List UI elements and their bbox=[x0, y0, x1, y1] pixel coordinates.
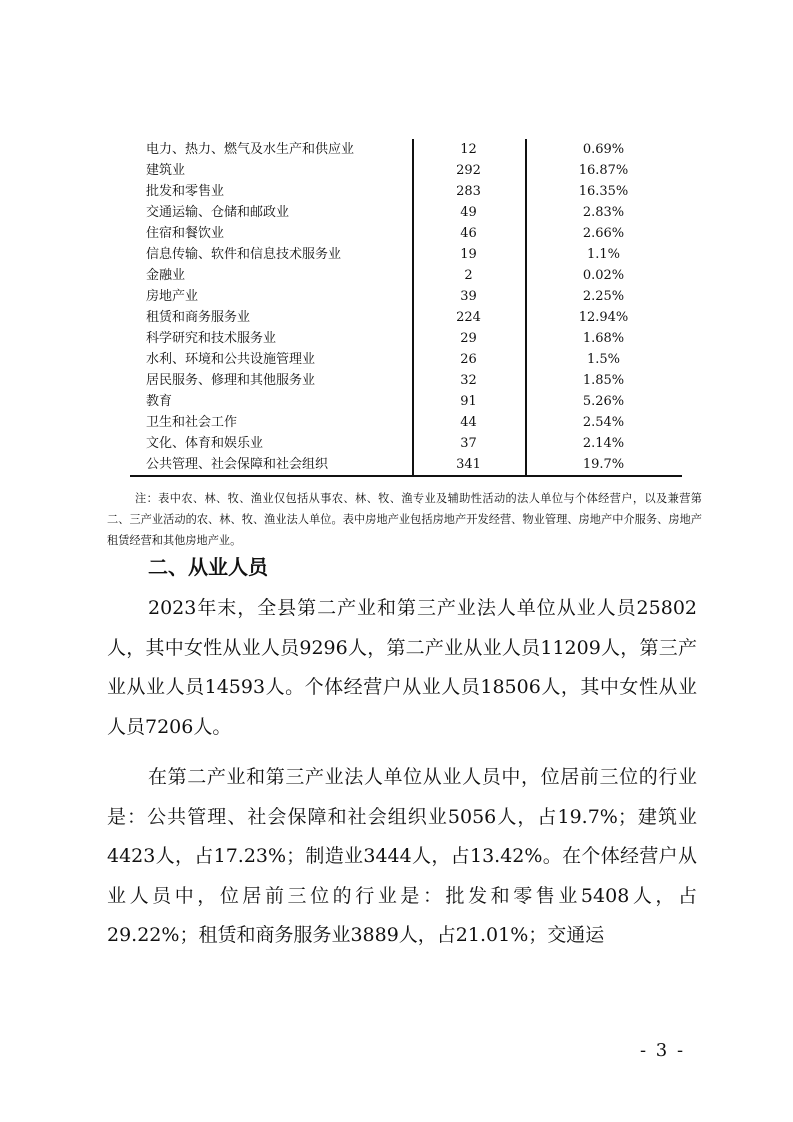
count-cell: 292 bbox=[456, 163, 481, 178]
table-row bbox=[130, 412, 682, 433]
table-row bbox=[130, 244, 682, 265]
table-row bbox=[130, 391, 682, 412]
table-row bbox=[130, 202, 682, 223]
table-note: 注：表中农、林、牧、渔业仅包括从事农、林、牧、渔专业及辅助性活动的法人单位与个体经营户，以及兼营第二、三产业活动的农、林、牧、渔业法人单位。表中房地产业包括房地产开发经营、物业管理、房地产中介服务、房地产租赁经营和其他房地产业。 bbox=[107, 492, 702, 547]
table-row bbox=[130, 328, 682, 349]
count-cell: 37 bbox=[460, 436, 477, 451]
table-body bbox=[130, 139, 682, 475]
industry-cell: 科学研究和技术服务业 bbox=[146, 331, 277, 346]
count-cell: 341 bbox=[456, 457, 481, 472]
count-cell: 91 bbox=[460, 394, 477, 409]
count-cell: 29 bbox=[460, 331, 477, 346]
industry-cell: 电力、热力、燃气及水生产和供应业 bbox=[146, 142, 355, 157]
share-cell: 2.83% bbox=[582, 205, 625, 220]
count-cell: 46 bbox=[460, 226, 477, 241]
table-row bbox=[130, 307, 682, 328]
page-number: - 3 - bbox=[640, 1040, 686, 1061]
share-cell: 2.54% bbox=[582, 415, 625, 430]
industry-cell: 公共管理、社会保障和社会组织 bbox=[146, 457, 329, 472]
industry-cell: 住宿和餐饮业 bbox=[146, 226, 225, 241]
table-row bbox=[130, 286, 682, 307]
table-row bbox=[130, 160, 682, 181]
table-row bbox=[130, 349, 682, 370]
industry-cell: 信息传输、软件和信息技术服务业 bbox=[146, 247, 342, 262]
industry-cell: 金融业 bbox=[146, 268, 186, 283]
industry-cell: 居民服务、修理和其他服务业 bbox=[146, 373, 316, 388]
industry-cell: 房地产业 bbox=[146, 289, 199, 304]
count-cell: 26 bbox=[460, 352, 477, 367]
count-cell: 2 bbox=[464, 268, 473, 283]
table-row bbox=[130, 370, 682, 391]
share-cell: 1.85% bbox=[582, 373, 625, 388]
count-cell: 39 bbox=[460, 289, 477, 304]
industry-cell: 批发和零售业 bbox=[146, 184, 225, 199]
count-cell: 224 bbox=[456, 310, 481, 325]
share-cell: 2.14% bbox=[582, 436, 625, 451]
count-cell: 283 bbox=[456, 184, 481, 199]
industry-cell: 建筑业 bbox=[146, 163, 186, 178]
share-cell: 19.7% bbox=[582, 457, 625, 472]
industry-cell: 卫生和社会工作 bbox=[146, 415, 238, 430]
industry-cell: 租赁和商务服务业 bbox=[146, 310, 251, 325]
paragraph: 在第二产业和第三产业法人单位从业人员中，位居前三位的行业是：公共管理、社会保障和社会组织业5056人，占19.7%；建筑业4423人，占17.23%；制造业3444人，占13.42%。在个体经营户从业人员中，位居前三位的行业是：批发和零售业5408人，占29.22%；租赁和商务服务业3889人，占21.01%；交通运 bbox=[107, 766, 697, 946]
table-row bbox=[130, 139, 682, 160]
industry-cell: 教育 bbox=[146, 394, 173, 409]
share-cell: 16.87% bbox=[578, 163, 629, 178]
count-cell: 19 bbox=[460, 247, 477, 262]
share-cell: 2.25% bbox=[582, 289, 625, 304]
table-row bbox=[130, 454, 682, 475]
share-cell: 16.35% bbox=[578, 184, 629, 199]
share-cell: 1.5% bbox=[586, 352, 621, 367]
share-cell: 0.69% bbox=[582, 142, 625, 157]
table-row bbox=[130, 265, 682, 286]
table-row bbox=[130, 223, 682, 244]
share-cell: 5.26% bbox=[582, 394, 625, 409]
share-cell: 1.68% bbox=[582, 331, 625, 346]
industry-cell: 交通运输、仓储和邮政业 bbox=[146, 205, 290, 220]
table-row bbox=[130, 181, 682, 202]
count-cell: 32 bbox=[460, 373, 477, 388]
count-cell: 49 bbox=[460, 205, 477, 220]
share-cell: 1.1% bbox=[586, 247, 621, 262]
table-row bbox=[130, 433, 682, 454]
share-cell: 0.02% bbox=[582, 268, 625, 283]
count-cell: 12 bbox=[460, 142, 477, 157]
share-cell: 12.94% bbox=[578, 310, 629, 325]
paragraph: 2023年末，全县第二产业和第三产业法人单位从业人员25802人，其中女性从业人员9296人，第二产业从业人员11209人，第三产业从业人员14593人。个体经营户从业人员18506人，其中女性从业人员7206人。 bbox=[107, 597, 697, 738]
section-title: 二、从业人员 bbox=[148, 555, 268, 579]
industry-cell: 水利、环境和公共设施管理业 bbox=[146, 352, 316, 367]
count-cell: 44 bbox=[460, 415, 477, 430]
industry-cell: 文化、体育和娱乐业 bbox=[146, 436, 264, 451]
industry-table bbox=[130, 139, 682, 477]
share-cell: 2.66% bbox=[582, 226, 625, 241]
